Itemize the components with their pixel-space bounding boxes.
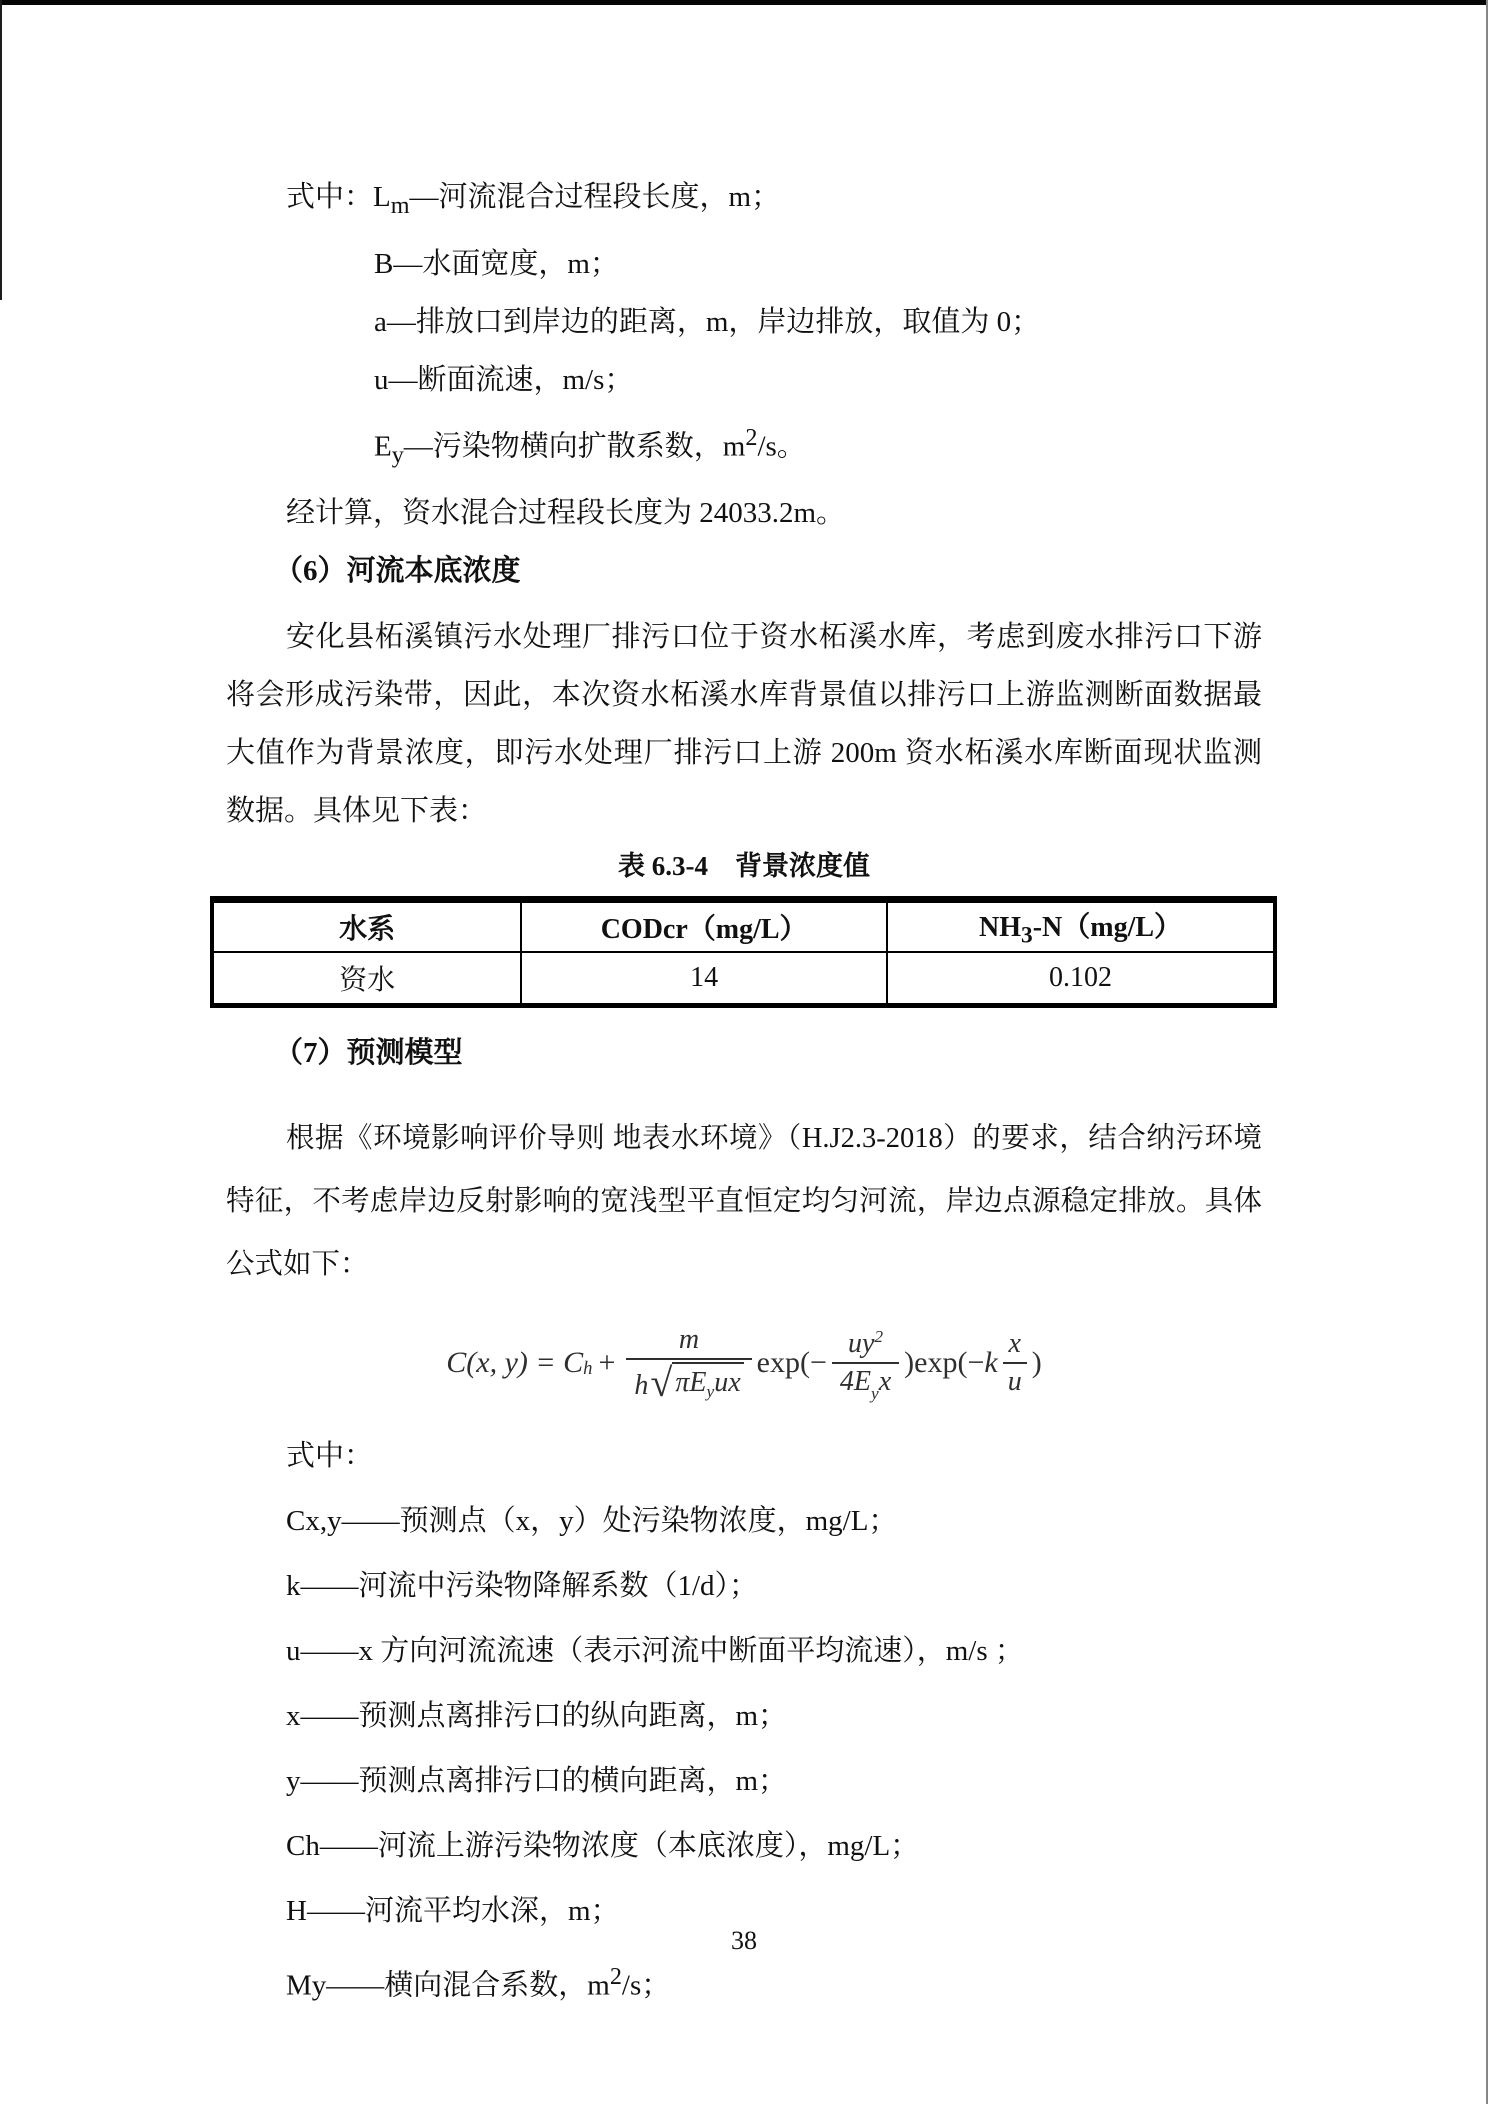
definition-line: Cx,y——预测点（x，y）处污染物浓度，mg/L； xyxy=(286,1505,898,1538)
formula-lhs: C(x, y) = C xyxy=(446,1346,584,1380)
prediction-formula xyxy=(226,1324,1262,1406)
table-caption: 表 6.3-4 背景浓度值 xyxy=(618,851,870,882)
header-cell-watersystem: 水系 xyxy=(212,900,521,953)
exp-function2-close: ) xyxy=(1031,1346,1042,1380)
definition-line: H——河流平均水深，m； xyxy=(286,1895,620,1928)
definition-line: k——河流中污染物降解系数（1/d）； xyxy=(286,1570,759,1603)
section7-paragraph: 根据《环境影响评价导则 地表水环境》（H.J2.3-2018）的要求，结合纳污环境特征，不考虑岸边反射影响的宽浅型平直恒定均匀河流，岸边点源稳定排放。具体公式如下： xyxy=(226,1123,1262,1281)
scan-edge-left xyxy=(0,0,2,300)
page-number: 38 xyxy=(731,1926,757,1955)
formula-lhs-subscript: h xyxy=(583,1358,593,1380)
definition-text: —污染物横向扩散系数，m xyxy=(403,430,746,463)
fraction-exponent1: uy2 4E y x xyxy=(832,1328,899,1398)
symbol-subscript: y xyxy=(391,441,404,469)
page-content xyxy=(226,0,1262,2019)
header-cell-nh3n: $NH_3-N(mg/L)$ xyxy=(887,900,1275,953)
lead-label: 式中： xyxy=(286,1440,374,1473)
formula-symbol-list-top xyxy=(226,168,1262,542)
decay-coefficient: k xyxy=(984,1346,998,1380)
calculation-result-line: 经计算，资水混合过程段长度为 24033.2m。 xyxy=(286,497,846,530)
definition-text: —河流混合过程段长度，m； xyxy=(409,181,781,213)
radical-sign: √ xyxy=(650,1360,673,1406)
header-cell-codcr: CODcr（mg/L） xyxy=(521,900,887,953)
definition-line: Ch——河流上游污染物浓度（本底浓度），mg/L； xyxy=(286,1830,920,1863)
definition-line: u——x 方向河流流速（表示河流中断面平均流速），m/s ； xyxy=(286,1635,1024,1668)
definition-line: a—排放口到岸边的距离，m，岸边排放，取值为 0； xyxy=(374,305,1041,338)
table-header-row xyxy=(212,900,1275,953)
table-row xyxy=(212,952,1275,1006)
cell-watersystem: 资水 xyxy=(212,952,521,1006)
exp-function-close: ) xyxy=(904,1346,915,1380)
symbol: L xyxy=(373,181,391,213)
cell-codcr-value: 14 xyxy=(521,952,887,1006)
definition-line: u—断面流速，m/s； xyxy=(374,363,634,396)
section-heading-7: （7）预测模型 xyxy=(274,1037,463,1070)
definition-line: x——预测点离排污口的纵向距离，m； xyxy=(286,1700,788,1733)
unit-superscript: 2 xyxy=(745,423,758,451)
section-heading-6: （6）河流本底浓度 xyxy=(274,555,521,588)
definition-line xyxy=(374,409,1262,484)
fraction-mixing: m h √ πEyux xyxy=(626,1324,751,1402)
section6-paragraph: 安化县柘溪镇污水处理厂排污口位于资水柘溪水库，考虑到废水排污口下游将会形成污染带，因此，本次资水柘溪水库背景值以排污口上游监测断面数据最大值作为背景浓度，即污水处理厂排污口上游 200m 资水柘溪水库断面现状监测数据。具体见下表： xyxy=(226,621,1262,828)
plus-operator: + xyxy=(598,1346,616,1380)
lead-label: 式中： xyxy=(286,181,374,213)
definition-line: B—水面宽度，m； xyxy=(374,247,619,280)
exp-function2-open: exp(− xyxy=(914,1346,985,1380)
symbol: E xyxy=(374,430,392,463)
definition-line: y——预测点离排污口的横向距离，m； xyxy=(286,1765,788,1798)
definition-line: My——横向混合系数，$m^2/s$； xyxy=(286,1963,671,2002)
square-root: √ πEyux xyxy=(650,1362,743,1402)
unit-superscript: 2 xyxy=(609,1963,622,1991)
cell-nh3n-value: 0.102 xyxy=(887,952,1275,1006)
background-concentration-table xyxy=(210,896,1277,1008)
fraction-exponent2: $\frac{x}{u}$ xyxy=(1003,1328,1027,1398)
unit-text: /s。 xyxy=(757,430,806,463)
exp-function-open: exp(− xyxy=(756,1346,827,1380)
chem-subscript: 3 xyxy=(1021,922,1033,949)
definition-line xyxy=(226,168,1262,235)
symbol-subscript: m xyxy=(390,191,410,219)
